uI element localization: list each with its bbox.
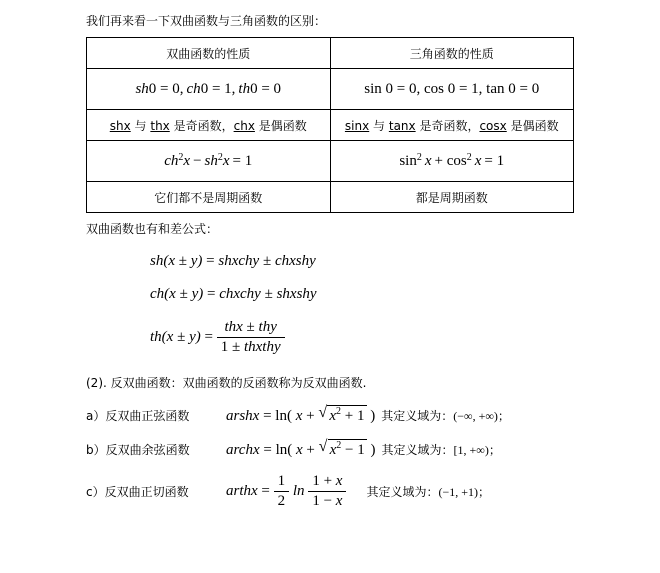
domain-text-arsh: 其定义域为：(−∞, +∞)； — [381, 408, 510, 423]
table-row — [87, 182, 574, 213]
list-item — [86, 405, 660, 425]
cell-trig-periodicity: 都是周期函数 — [330, 182, 574, 213]
cell-hyperbolic-parity: shx 与 thx 是奇函数，chx 是偶函数 — [87, 110, 331, 141]
item-label-arth: c）反双曲正切函数 — [86, 485, 189, 499]
section-inverse-heading — [86, 374, 660, 391]
section-title: 反双曲函数：双曲函数的反函数称为反双曲函数. — [110, 376, 367, 390]
domain-text-arth: 其定义域为：(−1, +1)； — [366, 485, 490, 499]
sum-diff-heading: 双曲函数也有和差公式： — [86, 222, 219, 236]
domain-text-arch: 其定义域为：[1, +∞)； — [381, 442, 501, 457]
cell-hyperbolic-periodicity: 它们都不是周期函数 — [87, 182, 331, 213]
cell-hyperbolic-identity: $ch^2x - sh^2x = 1$ — [87, 141, 331, 182]
formula-arshx: arshx = ln( x + √ $x^2 + 1$ ) — [226, 405, 375, 425]
cell-trig-parity: sinx 与 tanx 是奇函数，cosx 是偶函数 — [330, 110, 574, 141]
section-marker: (2). — [86, 376, 107, 390]
cell-hyperbolic-values: sh0 = 0, ch0 = 1, th0 = 0 — [87, 69, 331, 110]
table-row — [87, 110, 574, 141]
formula-archx: archx = ln( x + √ $x^2 - 1$ ) — [226, 439, 376, 459]
item-label-arch: b）反双曲余弦函数 — [86, 442, 190, 457]
table-header-row — [87, 38, 574, 69]
formula-sh-sum: sh(x ± y) = shxchy ± chxshy — [150, 253, 316, 269]
table-row — [87, 141, 574, 182]
item-label-arsh: a）反双曲正弦函数 — [86, 408, 190, 423]
formula-arthx: arthx = $\frac{1}{2}$ ln $\frac{1 + x}{1 - x}$ — [226, 473, 346, 510]
cell-trig-values: sin 0 = 0, cos 0 = 1, tan 0 = 0 — [330, 69, 574, 110]
list-item — [86, 439, 660, 459]
cell-trig-identity: $\sin^2 x + \cos^2 x = 1$ — [330, 141, 574, 182]
formula-th-sum: th(x ± y) = $\frac{\text{thx ± thy}}{\text{1 ± thxthy}}$ — [150, 319, 660, 356]
table-header-trigonometric: 三角函数的性质 — [330, 38, 574, 69]
table-header-hyperbolic: 双曲函数的性质 — [87, 38, 331, 69]
comparison-table — [86, 37, 574, 213]
formula-ch-sum: ch(x ± y) = chxchy ± shxshy — [150, 286, 317, 302]
list-item — [86, 473, 660, 510]
table-row — [87, 69, 574, 110]
intro-line: 我们再来看一下双曲函数与三角函数的区别： — [86, 14, 327, 28]
